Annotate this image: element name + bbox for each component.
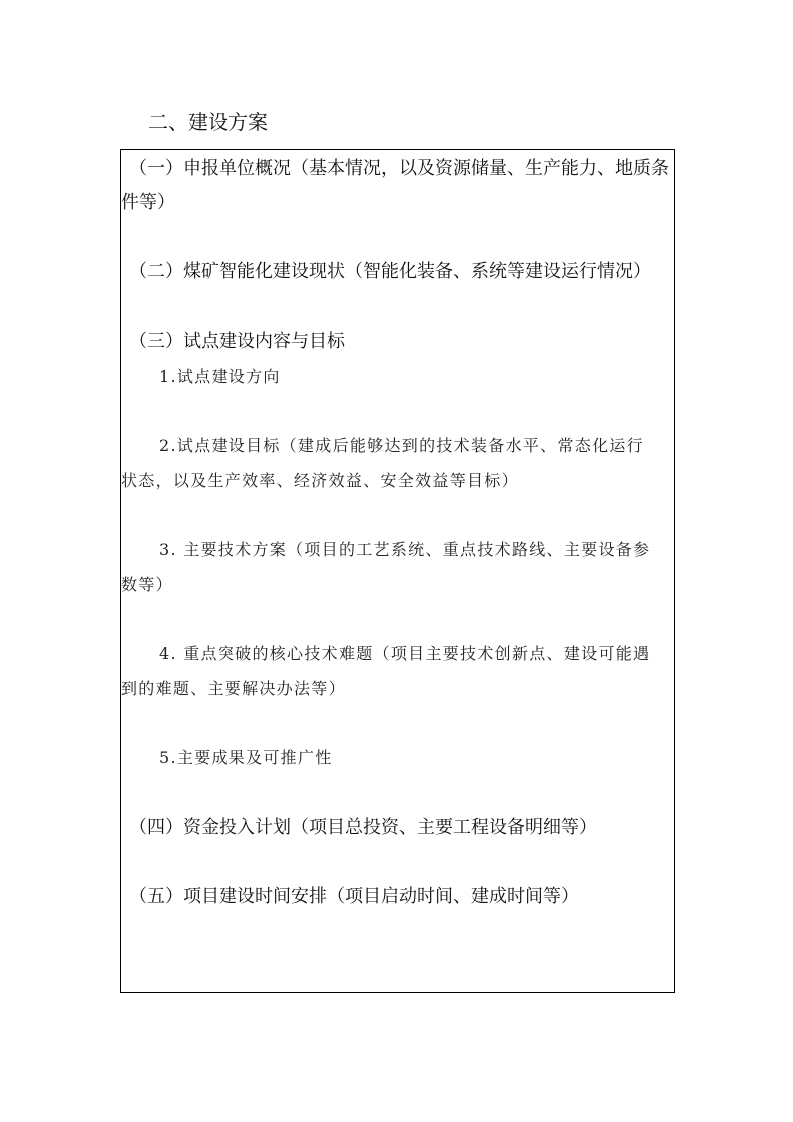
subsection-4-line-2: 到的难题、主要解决办法等） bbox=[121, 679, 346, 698]
subsection-3-line-1: 3. 主要技术方案（项目的工艺系统、重点技术路线、主要设备参 bbox=[159, 540, 651, 559]
subsection-5: 5.主要成果及可推广性 bbox=[159, 748, 333, 767]
subsection-2-line-1: 2.试点建设目标（建成后能够达到的技术装备水平、常态化运行 bbox=[159, 436, 644, 455]
section-5: （五）项目建设时间安排（项目启动时间、建成时间等） bbox=[129, 886, 579, 907]
section-1-line-1: （一）申报单位概况（基本情况，以及资源储量、生产能力、地质条 bbox=[129, 158, 669, 179]
section-2: （二）煤矿智能化建设现状（智能化装备、系统等建设运行情况） bbox=[129, 261, 651, 282]
section-heading: 二、建设方案 bbox=[148, 110, 268, 134]
construction-plan-box bbox=[120, 149, 675, 993]
subsection-1: 1.试点建设方向 bbox=[159, 367, 281, 386]
section-3: （三）试点建设内容与目标 bbox=[129, 331, 345, 352]
subsection-4-line-1: 4. 重点突破的核心技术难题（项目主要技术创新点、建设可能遇 bbox=[159, 644, 651, 663]
subsection-2-line-2: 状态，以及生产效率、经济效益、安全效益等目标） bbox=[121, 471, 519, 490]
subsection-3-line-2: 数等） bbox=[121, 575, 173, 594]
section-1-line-2: 件等） bbox=[121, 192, 175, 213]
section-4: （四）资金投入计划（项目总投资、主要工程设备明细等） bbox=[129, 817, 597, 838]
